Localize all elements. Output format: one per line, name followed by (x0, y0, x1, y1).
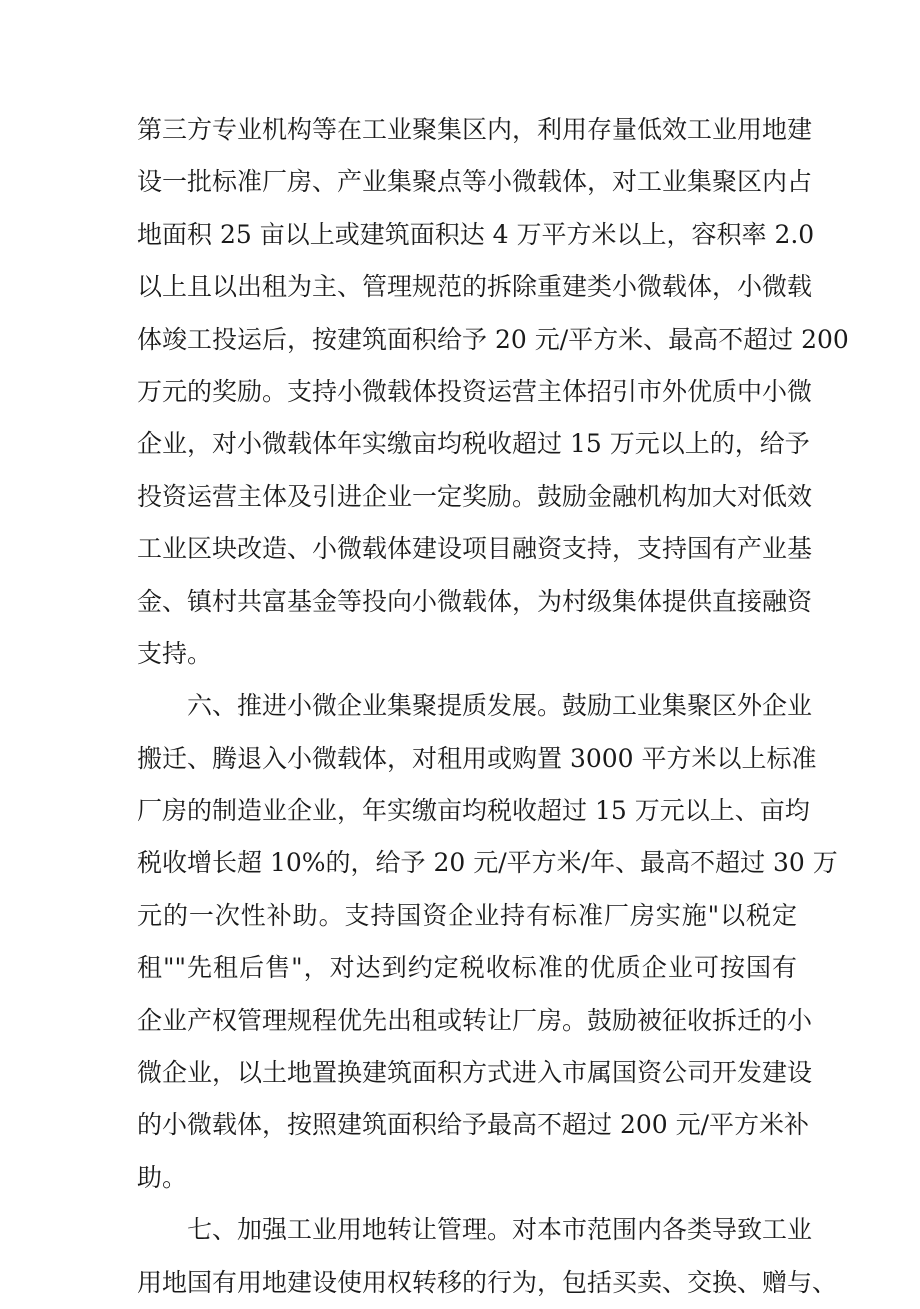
text-line: 租""先租后售"，对达到约定税收标准的优质企业可按国有 (137, 953, 797, 983)
text-line: 税收增长超 10%的，给予 20 元/平方米/年、最高不超过 30 万 (137, 848, 838, 878)
text-line: 工业区块改造、小微载体建设项目融资支持，支持国有产业基 (137, 534, 813, 564)
text-line: 微企业，以土地置换建筑面积方式进入市属国资公司开发建设 (137, 1058, 813, 1088)
text-line: 以上且以出租为主、管理规范的拆除重建类小微载体，小微载 (137, 272, 813, 302)
text-line: 金、镇村共富基金等投向小微载体，为村级集体提供直接融资 (137, 586, 813, 616)
text-line: 地面积 25 亩以上或建筑面积达 4 万平方米以上，容积率 2.0 (137, 219, 815, 249)
text-line: 厂房的制造业企业，年实缴亩均税收超过 15 万元以上、亩均 (137, 796, 810, 826)
text-line: 用地国有用地建设使用权转移的行为，包括买卖、交换、赠与、 (137, 1267, 838, 1297)
text-line: 设一批标准厂房、产业集聚点等小微载体，对工业集聚区内占 (137, 167, 813, 197)
text-line: 的小微载体，按照建筑面积给予最高不超过 200 元/平方米补 (137, 1110, 810, 1140)
paragraph-heading-line: 七、加强工业用地转让管理。对本市范围内各类导致工业 (187, 1215, 813, 1245)
paragraph-heading-line: 六、推进小微企业集聚提质发展。鼓励工业集聚区外企业 (187, 691, 813, 721)
text-line: 企业，对小微载体年实缴亩均税收超过 15 万元以上的，给予 (137, 429, 810, 459)
text-line: 投资运营主体及引进企业一定奖励。鼓励金融机构加大对低效 (137, 481, 813, 511)
text-line: 万元的奖励。支持小微载体投资运营主体招引市外优质中小微 (137, 376, 813, 406)
body-text (137, 104, 849, 1309)
text-line: 体竣工投运后，按建筑面积给予 20 元/平方米、最高不超过 200 (137, 324, 849, 354)
text-line: 搬迁、腾退入小微载体，对租用或购置 3000 平方米以上标准 (137, 743, 817, 773)
text-line: 支持。 (137, 638, 213, 668)
text-line: 第三方专业机构等在工业聚集区内，利用存量低效工业用地建 (137, 115, 813, 144)
text-line: 助。 (137, 1162, 188, 1192)
text-line: 企业产权管理规程优先出租或转让厂房。鼓励被征收拆迁的小 (137, 1005, 813, 1035)
text-line: 元的一次性补助。支持国资企业持有标准厂房实施"以税定 (137, 900, 797, 930)
